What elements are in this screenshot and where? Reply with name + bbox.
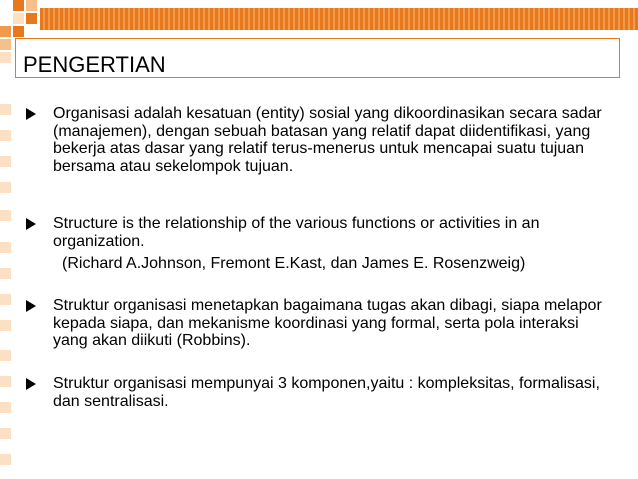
arrow-bullet-icon <box>26 300 36 312</box>
bullet-item <box>22 297 612 350</box>
arrow-bullet-icon <box>26 218 36 230</box>
bullet-text: Organisasi adalah kesatuan (entity) sosial yang dikoordinasikan secara sadar (manajemen), dengan sebuah batasan yang relatif dapat diidentifikasi, yang bekerja atas dasar yang relatif terus-menerus untuk mencapai suatu tujuan bersama atau sekelompok tujuan. <box>53 105 602 175</box>
bullet-text: Struktur organisasi mempunyai 3 komponen,yaitu : kompleksitas, formalisasi, dan sentralisasi. <box>53 375 600 410</box>
bullet-item <box>22 215 612 273</box>
bullet-body: Structure is the relationship of the various functions or activities in an organization. <box>53 215 540 250</box>
bullet-item <box>22 105 612 175</box>
slide-title: PENGERTIAN <box>23 52 166 77</box>
bullet-text: Struktur organisasi menetapkan bagaimana tugas akan dibagi, siapa melapor kepada siapa, dan mekanisme koordinasi yang formal, serta pola interaksi yang akan diikuti (Robbins). <box>53 297 602 349</box>
bullet-citation: (Richard A.Johnson, Fremont E.Kast, dan James E. Rosenzweig) <box>62 255 526 272</box>
arrow-bullet-icon <box>26 108 36 120</box>
header-stripe-decoration <box>40 8 638 30</box>
bullet-text <box>53 215 612 273</box>
arrow-bullet-icon <box>26 378 36 390</box>
bullet-item <box>22 375 612 410</box>
